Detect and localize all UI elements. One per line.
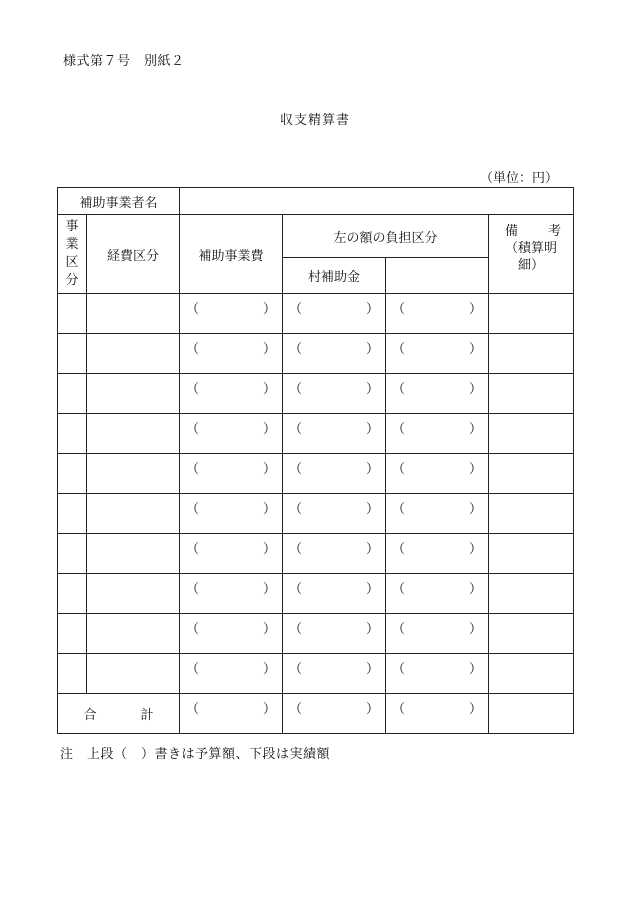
other-burden-cell[interactable] <box>386 454 489 494</box>
paren-open: （ <box>289 702 303 717</box>
paren-open: （ <box>392 302 406 317</box>
paren-open: （ <box>392 382 406 397</box>
paren-open: （ <box>392 622 406 637</box>
project-cost-cell[interactable] <box>180 414 283 454</box>
other-burden-cell[interactable] <box>386 374 489 414</box>
project-cost-cell[interactable] <box>180 294 283 334</box>
paren-close: ） <box>263 422 277 437</box>
paren-close: ） <box>263 342 277 357</box>
operator-value-field[interactable] <box>180 188 574 215</box>
total-row <box>58 694 574 734</box>
business-category-cell[interactable] <box>58 574 87 614</box>
remarks-cell[interactable] <box>489 334 574 374</box>
paren-open: （ <box>186 342 200 357</box>
paren-close: ） <box>263 582 277 597</box>
total-label <box>58 694 180 734</box>
village-subsidy-cell[interactable] <box>283 494 386 534</box>
total-other-burden-cell[interactable] <box>386 694 489 734</box>
other-burden-cell[interactable] <box>386 574 489 614</box>
table-row <box>58 454 574 494</box>
paren-close: ） <box>263 502 277 517</box>
unit-note: （単位：円） <box>480 171 559 186</box>
paren-close: ） <box>366 622 380 637</box>
project-cost-cell[interactable] <box>180 494 283 534</box>
paren-open: （ <box>289 662 303 677</box>
village-subsidy-cell[interactable] <box>283 374 386 414</box>
remarks-cell[interactable] <box>489 614 574 654</box>
table-row <box>58 374 574 414</box>
operator-label: 補助事業者名 <box>58 188 180 215</box>
remarks-cell[interactable] <box>489 494 574 534</box>
paren-open: （ <box>289 382 303 397</box>
paren-open: （ <box>186 702 200 717</box>
business-category-cell[interactable] <box>58 494 87 534</box>
paren-close: ） <box>366 342 380 357</box>
paren-open: （ <box>392 462 406 477</box>
business-category-header <box>58 215 87 294</box>
village-subsidy-cell[interactable] <box>283 574 386 614</box>
table-row <box>58 614 574 654</box>
paren-open: （ <box>289 422 303 437</box>
paren-open: （ <box>392 422 406 437</box>
header-row-top <box>58 215 574 258</box>
project-cost-cell[interactable] <box>180 654 283 694</box>
other-burden-cell[interactable] <box>386 494 489 534</box>
expense-category-cell[interactable] <box>87 534 180 574</box>
other-burden-cell[interactable] <box>386 534 489 574</box>
village-subsidy-header: 村補助金 <box>283 258 386 294</box>
expense-category-cell[interactable] <box>87 454 180 494</box>
other-burden-header <box>386 258 489 294</box>
table-row <box>58 574 574 614</box>
burden-group-header: 左の額の負担区分 <box>283 215 489 258</box>
paren-close: ） <box>366 582 380 597</box>
settlement-table <box>57 187 574 734</box>
paren-close: ） <box>469 422 483 437</box>
other-burden-cell[interactable] <box>386 294 489 334</box>
village-subsidy-cell[interactable] <box>283 454 386 494</box>
expense-category-cell[interactable] <box>87 614 180 654</box>
village-subsidy-cell[interactable] <box>283 334 386 374</box>
village-subsidy-cell[interactable] <box>283 534 386 574</box>
paren-close: ） <box>263 302 277 317</box>
paren-open: （ <box>392 662 406 677</box>
business-category-cell[interactable] <box>58 374 87 414</box>
business-category-char: 区 <box>65 255 79 270</box>
paren-close: ） <box>366 662 380 677</box>
village-subsidy-cell[interactable] <box>283 414 386 454</box>
paren-close: ） <box>469 702 483 717</box>
remarks-cell[interactable] <box>489 574 574 614</box>
project-cost-header: 補助事業費 <box>180 215 283 294</box>
remarks-header <box>489 215 574 294</box>
paren-open: （ <box>392 542 406 557</box>
remarks-header-line1: 備 考 <box>505 224 562 239</box>
expense-category-cell[interactable] <box>87 494 180 534</box>
expense-category-cell[interactable] <box>87 414 180 454</box>
remarks-header-line2: （積算明 <box>505 241 558 256</box>
paren-close: ） <box>469 382 483 397</box>
document-title: 収支精算書 <box>279 113 350 128</box>
paren-open: （ <box>186 302 200 317</box>
paren-open: （ <box>392 702 406 717</box>
remarks-cell[interactable] <box>489 414 574 454</box>
paren-open: （ <box>289 622 303 637</box>
paren-close: ） <box>263 622 277 637</box>
paren-open: （ <box>186 462 200 477</box>
paren-close: ） <box>366 422 380 437</box>
business-category-cell[interactable] <box>58 654 87 694</box>
paren-close: ） <box>263 382 277 397</box>
table-row <box>58 494 574 534</box>
paren-open: （ <box>289 502 303 517</box>
other-burden-cell[interactable] <box>386 614 489 654</box>
paren-close: ） <box>263 702 277 717</box>
remarks-cell[interactable] <box>489 654 574 694</box>
business-category-cell[interactable] <box>58 534 87 574</box>
paren-close: ） <box>469 502 483 517</box>
paren-close: ） <box>469 462 483 477</box>
paren-open: （ <box>186 542 200 557</box>
business-category-char: 業 <box>65 237 79 252</box>
settlement-table-wrapper <box>57 187 574 734</box>
paren-close: ） <box>469 342 483 357</box>
paren-close: ） <box>366 702 380 717</box>
table-row <box>58 654 574 694</box>
project-cost-cell[interactable] <box>180 574 283 614</box>
paren-open: （ <box>392 502 406 517</box>
paren-open: （ <box>186 582 200 597</box>
remarks-header-line3: 細） <box>518 258 545 273</box>
paren-close: ） <box>263 542 277 557</box>
business-category-char: 分 <box>65 273 79 288</box>
table-row <box>58 294 574 334</box>
paren-close: ） <box>366 382 380 397</box>
paren-open: （ <box>186 382 200 397</box>
footnote: 注 上段（ ）書きは予算額、下段は実績額 <box>60 747 331 762</box>
paren-open: （ <box>289 462 303 477</box>
paren-close: ） <box>366 502 380 517</box>
remarks-cell[interactable] <box>489 454 574 494</box>
paren-open: （ <box>186 662 200 677</box>
project-cost-cell[interactable] <box>180 374 283 414</box>
remarks-cell[interactable] <box>489 374 574 414</box>
table-row <box>58 534 574 574</box>
total-village-subsidy-cell[interactable] <box>283 694 386 734</box>
remarks-cell[interactable] <box>489 294 574 334</box>
paren-close: ） <box>469 582 483 597</box>
paren-close: ） <box>366 542 380 557</box>
paren-close: ） <box>469 622 483 637</box>
paren-close: ） <box>469 542 483 557</box>
paren-close: ） <box>366 302 380 317</box>
business-category-cell[interactable] <box>58 614 87 654</box>
village-subsidy-cell[interactable] <box>283 294 386 334</box>
business-category-cell[interactable] <box>58 294 87 334</box>
other-burden-cell[interactable] <box>386 654 489 694</box>
table-row <box>58 414 574 454</box>
business-category-char: 事 <box>65 219 79 234</box>
paren-close: ） <box>263 462 277 477</box>
project-cost-cell[interactable] <box>180 454 283 494</box>
form-number: 様式第７号 別紙２ <box>63 54 185 69</box>
paren-open: （ <box>289 342 303 357</box>
village-subsidy-cell[interactable] <box>283 614 386 654</box>
expense-category-cell[interactable] <box>87 654 180 694</box>
total-label-text: 合計 <box>83 708 154 723</box>
paren-close: ） <box>263 662 277 677</box>
other-burden-cell[interactable] <box>386 334 489 374</box>
paren-open: （ <box>392 342 406 357</box>
table-row <box>58 334 574 374</box>
other-burden-cell[interactable] <box>386 414 489 454</box>
village-subsidy-cell[interactable] <box>283 654 386 694</box>
paren-open: （ <box>186 622 200 637</box>
paren-close: ） <box>366 462 380 477</box>
expense-category-cell[interactable] <box>87 294 180 334</box>
paren-close: ） <box>469 662 483 677</box>
project-cost-cell[interactable] <box>180 334 283 374</box>
expense-category-cell[interactable] <box>87 374 180 414</box>
expense-category-header: 経費区分 <box>87 215 180 294</box>
business-category-cell[interactable] <box>58 334 87 374</box>
paren-open: （ <box>289 542 303 557</box>
project-cost-cell[interactable] <box>180 534 283 574</box>
operator-row <box>58 188 574 215</box>
expense-category-cell[interactable] <box>87 334 180 374</box>
paren-open: （ <box>289 302 303 317</box>
business-category-cell[interactable] <box>58 454 87 494</box>
total-project-cost-cell[interactable] <box>180 694 283 734</box>
project-cost-cell[interactable] <box>180 614 283 654</box>
remarks-cell[interactable] <box>489 534 574 574</box>
total-remarks-cell[interactable] <box>489 694 574 734</box>
paren-close: ） <box>469 302 483 317</box>
paren-open: （ <box>186 502 200 517</box>
paren-open: （ <box>289 582 303 597</box>
paren-open: （ <box>392 582 406 597</box>
paren-open: （ <box>186 422 200 437</box>
expense-category-cell[interactable] <box>87 574 180 614</box>
business-category-cell[interactable] <box>58 414 87 454</box>
